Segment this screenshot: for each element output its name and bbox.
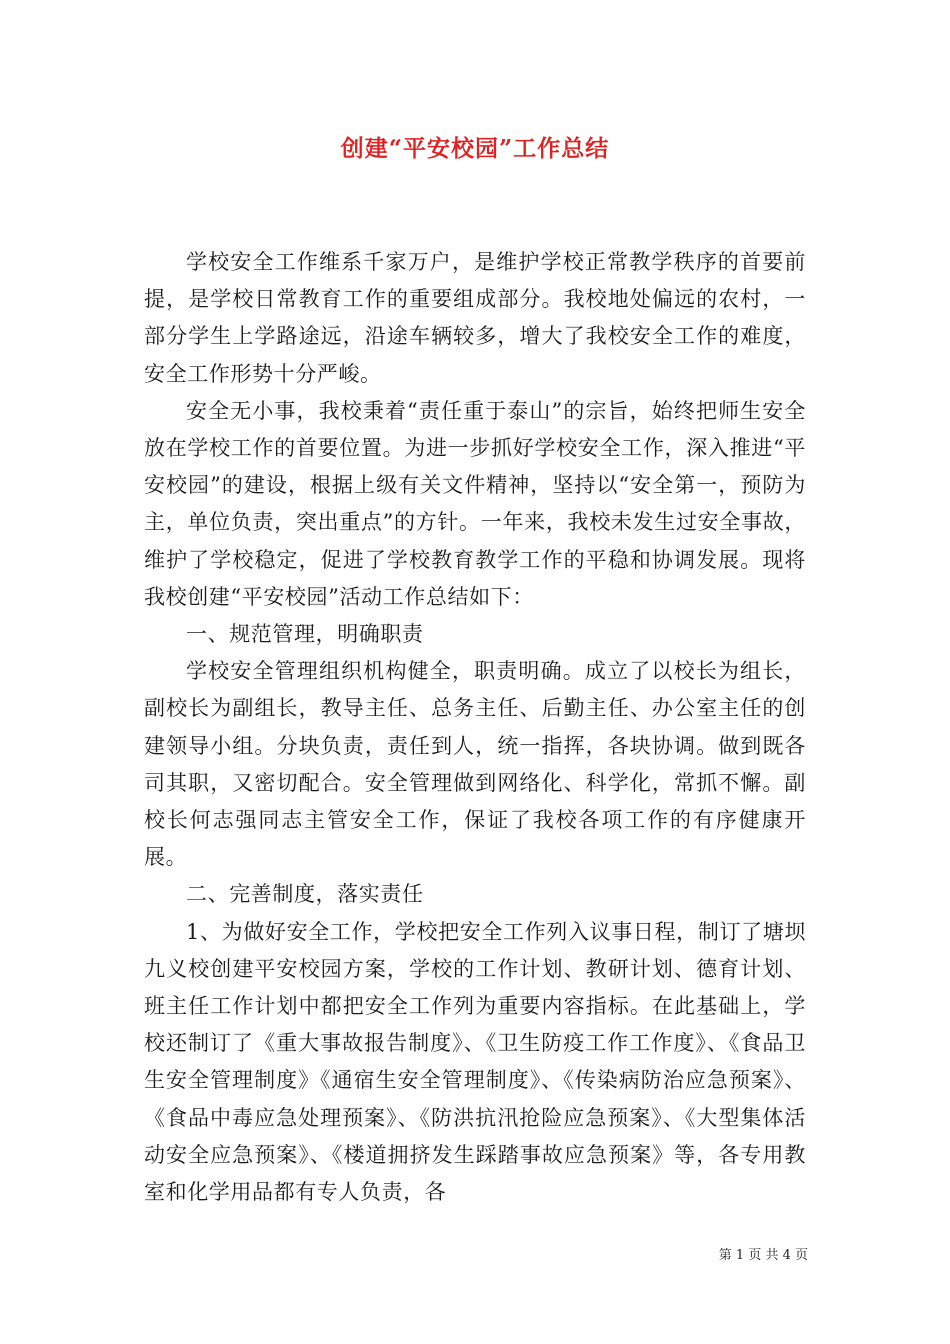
page-number: 第 1 页 共 4 页: [718, 1248, 808, 1263]
document-title: 创建“平安校园”工作总结: [340, 135, 610, 162]
section-heading-2: 二、完善制度，落实责任: [186, 882, 424, 907]
paragraph-intro: 学校安全工作维系千家万户，是维护学校正常教学秩序的首要前提，是学校日常教育工作的重要组成部分。我校地处偏远的农村，一部分学生上学路途远，沿途车辆较多，增大了我校安全工作的难度，安全工作形势十分严峻。: [144, 250, 806, 386]
paragraph-management: 学校安全管理组织机构健全，职责明确。成立了以校长为组长，副校长为副组长，教导主任、总务主任、后勤主任、办公室主任的创建领导小组。分块负责，责任到人，统一指挥，各块协调。做到既各司其职，又密切配合。安全管理做到网络化、科学化，常抓不懈。副校长何志强同志主管安全工作，保证了我校各项工作的有序健康开展。: [144, 659, 806, 870]
document-body: [144, 244, 806, 1211]
section-heading-1: 一、规范管理，明确职责: [186, 622, 424, 647]
paragraph-regulations: 1、为做好安全工作，学校把安全工作列入议事日程，制订了塘坝九义校创建平安校园方案，学校的工作计划、教研计划、德育计划、班主任工作计划中都把安全工作列为重要内容指标。在此基础上，学校还制订了《重大事故报告制度》、《卫生防疫工作工作度》、《食品卫生安全管理制度》《通宿生安全管理制度》、《传染病防治应急预案》、《食品中毒应急处理预案》、《防洪抗汛抢险应急预案》、《大型集体活动安全应急预案》、《楼道拥挤发生踩踏事故应急预案》等，各专用教室和化学用品都有专人负责，各: [144, 919, 806, 1205]
paragraph-principle: 安全无小事，我校秉着“责任重于泰山”的宗旨，始终把师生安全放在学校工作的首要位置。为进一步抓好学校安全工作，深入推进“平安校园”的建设，根据上级有关文件精神，坚持以“安全第一，预防为主，单位负责，突出重点”的方针。一年来，我校未发生过安全事故，维护了学校稳定，促进了学校教育教学工作的平稳和协调发展。现将我校创建“平安校园”活动工作总结如下：: [144, 398, 806, 609]
